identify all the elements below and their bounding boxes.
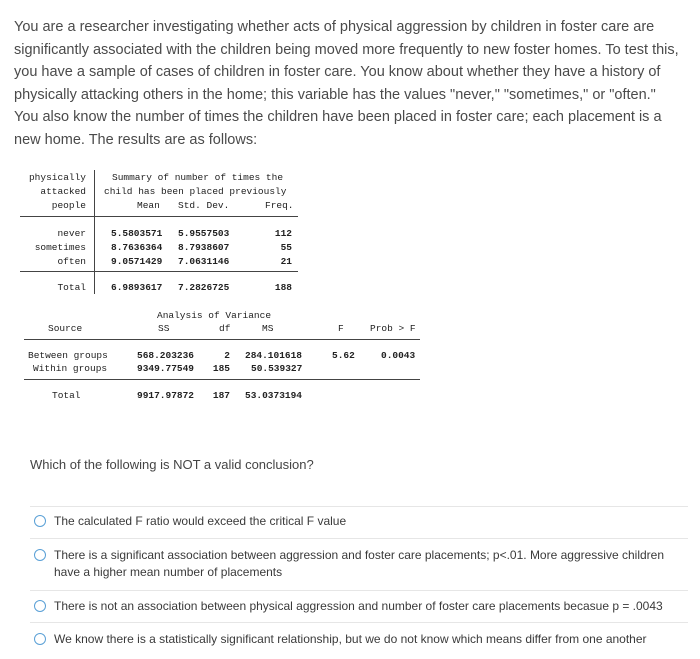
anova-total-ms: 53.0373194 <box>245 390 303 401</box>
row-header-3: people <box>51 200 86 211</box>
row-header-2: attacked <box>40 186 86 197</box>
summary-vertical-divider <box>94 170 95 294</box>
row-sd-total: 7.2826725 <box>178 282 230 293</box>
anova-col-ms: MS <box>262 323 274 334</box>
anova-between-ss: 568.203236 <box>137 350 195 361</box>
row-mean-total: 6.9893617 <box>111 282 163 293</box>
anova-within-df: 185 <box>212 363 230 374</box>
anova-within-ms: 50.539327 <box>251 363 303 374</box>
radio-button[interactable] <box>34 549 46 561</box>
anova-between-prob: 0.0043 <box>381 350 416 361</box>
row-mean-never: 5.5803571 <box>111 228 163 239</box>
summary-total-rule <box>20 271 298 272</box>
anova-between-label: Between groups <box>28 350 108 361</box>
option-separator <box>30 538 688 539</box>
problem-intro: You are a researcher investigating whether acts of physical aggression by children in foster care are significantly associated with the children being moved more frequently to new foster homes. To test this, you have a sample of cases of children in foster care. You know about whether they have a history of physically attacking others in the home; this variable has the values "never," "sometimes," or "often." You also know the number of times the children have been placed in foster care; each placement is a new home. The results are as follows: <box>14 19 679 148</box>
option-4-text: We know there is a statistically significant relationship, but we do not know which means differ from one another <box>54 632 647 646</box>
option-separator <box>30 506 688 507</box>
radio-button[interactable] <box>34 515 46 527</box>
anova-col-source: Source <box>48 323 83 334</box>
row-sd-sometimes: 8.7938607 <box>178 242 230 253</box>
col-mean-header: Mean <box>137 200 160 211</box>
row-mean-often: 9.0571429 <box>111 256 163 267</box>
row-freq-total: 188 <box>274 282 292 293</box>
row-sd-often: 7.0631146 <box>178 256 230 267</box>
summary-header-rule <box>20 216 298 217</box>
anova-total-ss: 9917.97872 <box>137 390 195 401</box>
radio-button[interactable] <box>34 600 46 612</box>
anova-title: Analysis of Variance <box>157 310 272 321</box>
anova-col-f: F <box>338 323 344 334</box>
anova-between-df: 2 <box>224 350 230 361</box>
row-freq-often: 21 <box>280 256 292 267</box>
anova-within-ss: 9349.77549 <box>137 363 195 374</box>
anova-col-ss: SS <box>158 323 170 334</box>
summary-title-line1: Summary of number of times the <box>112 172 284 183</box>
anova-col-df: df <box>219 323 231 334</box>
option-1-text: The calculated F ratio would exceed the critical F value <box>54 514 347 528</box>
radio-button[interactable] <box>34 633 46 645</box>
row-freq-never: 112 <box>274 228 292 239</box>
option-3-text: There is not an association between physical aggression and number of foster care placements becasue p = .0043 <box>54 599 663 613</box>
col-freq-header: Freq. <box>265 200 294 211</box>
row-freq-sometimes: 55 <box>280 242 292 253</box>
row-label-often: often <box>57 256 86 267</box>
anova-total-label: Total <box>52 390 81 401</box>
option-4[interactable] <box>34 631 674 648</box>
question-text: Which of the following is NOT a valid conclusion? <box>30 457 314 472</box>
option-1[interactable] <box>34 513 674 530</box>
option-separator <box>30 590 688 591</box>
anova-total-rule <box>24 379 420 380</box>
option-3[interactable] <box>34 598 674 615</box>
row-mean-sometimes: 8.7636364 <box>111 242 163 253</box>
anova-between-ms: 284.101618 <box>245 350 303 361</box>
summary-title-line2: child has been placed previously <box>104 186 287 197</box>
option-separator <box>30 622 688 623</box>
row-label-sometimes: sometimes <box>34 242 86 253</box>
anova-header-rule <box>24 339 420 340</box>
row-label-never: never <box>57 228 86 239</box>
row-header-1: physically <box>28 172 86 183</box>
anova-between-f: 5.62 <box>332 350 355 361</box>
anova-col-prob: Prob > F <box>370 323 416 334</box>
anova-total-df: 187 <box>212 390 230 401</box>
col-sd-header: Std. Dev. <box>178 200 230 211</box>
row-sd-never: 5.9557503 <box>178 228 230 239</box>
option-2-text: There is a significant association between aggression and foster care placements; p<.01. More aggressive children have a higher mean number of placements <box>54 548 665 579</box>
option-2[interactable] <box>34 547 674 581</box>
anova-within-label: Within groups <box>33 363 108 374</box>
row-label-total: Total <box>57 282 86 293</box>
